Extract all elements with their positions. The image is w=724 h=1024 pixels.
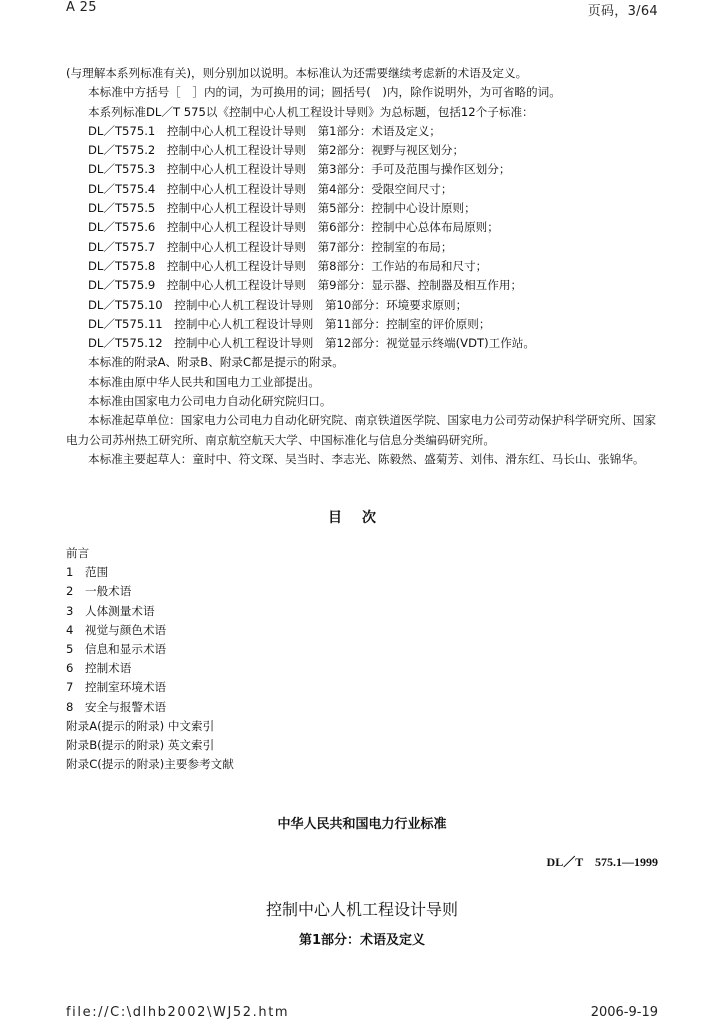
toc-item[interactable]: 8 安全与报警术语 xyxy=(66,699,167,714)
series-item: DL／T575.8 控制中心人机工程设计导则 第8部分：工作站的布局和尺寸； xyxy=(88,258,488,273)
series-item: DL／T575.9 控制中心人机工程设计导则 第9部分：显示器、控制器及相互作用； xyxy=(88,278,523,293)
toc-item[interactable]: 6 控制术语 xyxy=(66,661,132,676)
table-of-contents xyxy=(66,544,234,774)
series-item: DL／T575.2 控制中心人机工程设计导则 第2部分：视野与视区划分； xyxy=(88,143,465,158)
intro-line: 本系列标准DL／T 575以《控制中心人机工程设计导则》为总标题，包括12个子标准： xyxy=(88,104,534,119)
series-item: DL／T575.11 控制中心人机工程设计导则 第11部分：控制室的评价原则； xyxy=(88,316,491,331)
series-item: DL／T575.4 控制中心人机工程设计导则 第4部分：受限空间尺寸； xyxy=(88,181,453,196)
series-item: DL／T575.5 控制中心人机工程设计导则 第5部分：控制中心设计原则； xyxy=(88,201,476,216)
toc-item[interactable]: 2 一般术语 xyxy=(66,584,132,599)
series-item: DL／T575.6 控制中心人机工程设计导则 第6部分：控制中心总体布局原则； xyxy=(88,220,499,235)
header-page-number: 页码，3/64 xyxy=(587,4,658,19)
toc-item[interactable]: 5 信息和显示术语 xyxy=(66,642,167,657)
series-item: DL／T575.12 控制中心人机工程设计导则 第12部分：视觉显示终端(VDT)工作站。 xyxy=(88,336,535,351)
intro-line: (与理解本系列标准有关)，则分别加以说明。本标准认为还需要继续考虑新的术语及定义。 xyxy=(66,66,528,80)
series-item: DL／T575.7 控制中心人机工程设计导则 第7部分：控制室的布局； xyxy=(88,239,453,254)
toc-item[interactable]: 3 人体测量术语 xyxy=(66,603,155,618)
document-title: 控制中心人机工程设计导则 xyxy=(265,900,458,919)
standard-code: DL／T 575.1—1999 xyxy=(546,855,658,869)
intro-line: 本标准中方括号［ ］内的词，为可换用的词；圆括号( )内，除作说明外，为可省略的词。 xyxy=(88,85,561,100)
drafters: 本标准主要起草人：童时中、符文琛、吴当时、李志光、陈毅然、盛菊芳、刘伟、滑东红、马长山、张锦华。 xyxy=(88,451,645,466)
footer-file-path: file://C:\dlhb2002\WJ52.htm xyxy=(66,1005,290,1020)
toc-title: 目次 xyxy=(328,510,396,526)
note-line: 本标准由国家电力公司电力自动化研究院归口。 xyxy=(88,394,332,409)
footer-date: 2006-9-19 xyxy=(590,1005,658,1020)
header-left: A 25 xyxy=(66,0,97,15)
drafting-units: 本标准起草单位：国家电力公司电力自动化研究院、南京铁道医学院、国家电力公司劳动保护科学研究所、国家电力公司苏州热工研究所、南京航空航天大学、中国标准化与信息分类编码研究所。 xyxy=(66,413,657,447)
standard-organization: 中华人民共和国电力行业标准 xyxy=(277,817,447,832)
toc-item[interactable]: 附录C(提示的附录)主要参考文献 xyxy=(66,757,234,772)
series-item: DL／T575.10 控制中心人机工程设计导则 第10部分：环境要求原则； xyxy=(88,297,468,312)
series-item: DL／T575.3 控制中心人机工程设计导则 第3部分：手可及范围与操作区划分； xyxy=(88,162,511,177)
note-line: 本标准的附录A、附录B、附录C都是提示的附录。 xyxy=(88,355,344,370)
document-body xyxy=(66,64,658,469)
toc-item[interactable]: 7 控制室环境术语 xyxy=(66,680,167,695)
toc-item[interactable]: 4 视觉与颜色术语 xyxy=(66,622,167,637)
toc-item[interactable]: 附录A(提示的附录) 中文索引 xyxy=(66,718,215,733)
document-subtitle: 第1部分：术语及定义 xyxy=(298,933,426,948)
toc-item[interactable]: 附录B(提示的附录) 英文索引 xyxy=(66,738,215,753)
note-line: 本标准由原中华人民共和国电力工业部提出。 xyxy=(88,374,320,389)
series-item: DL／T575.1 控制中心人机工程设计导则 第1部分：术语及定义； xyxy=(88,123,441,138)
toc-item[interactable]: 1 范围 xyxy=(66,565,109,580)
toc-item[interactable]: 前言 xyxy=(66,546,90,560)
